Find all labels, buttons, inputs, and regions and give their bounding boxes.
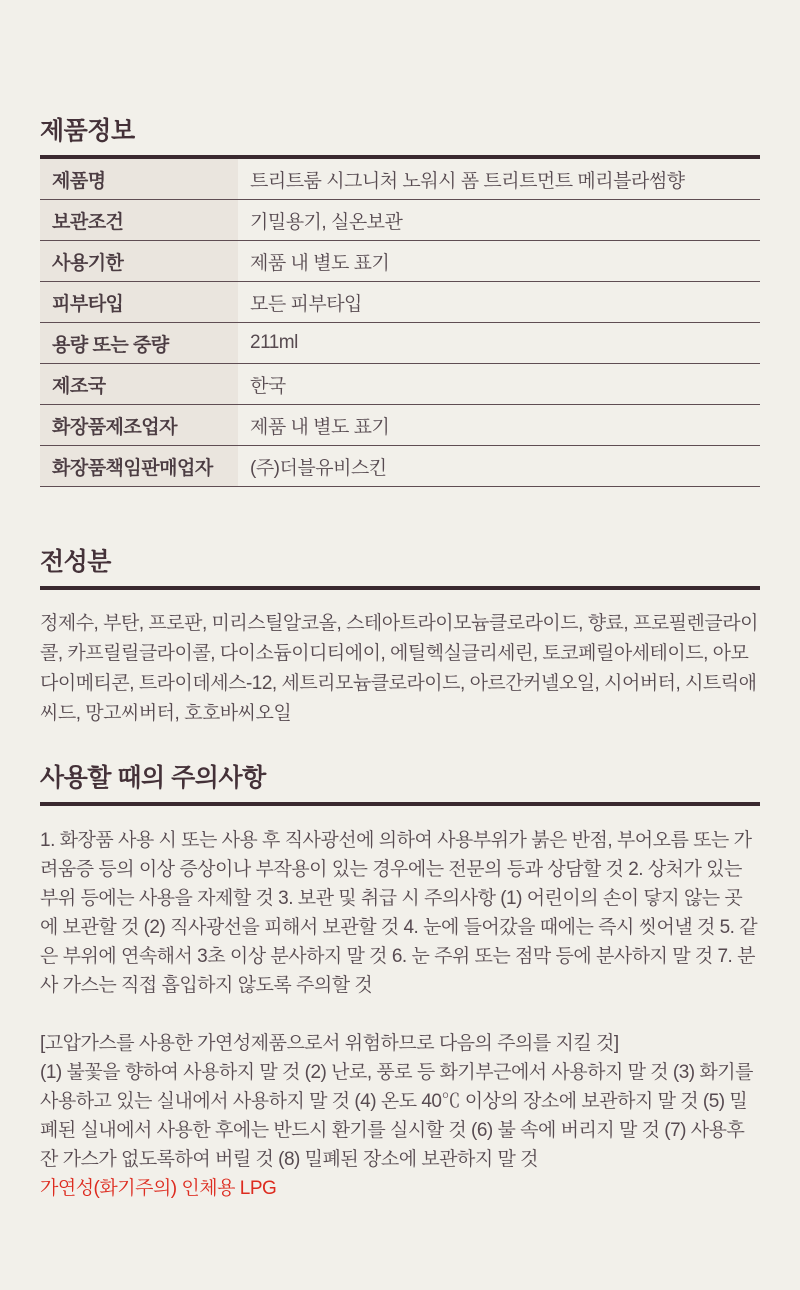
row-label: 제품명	[40, 159, 238, 199]
table-row-seller	[40, 446, 760, 486]
ingredients-title: 전성분	[40, 548, 111, 576]
row-label: 사용기한	[40, 241, 238, 281]
product-info-title: 제품정보	[40, 117, 135, 145]
row-value: 제품 내 별도 표기	[250, 416, 390, 438]
row-value: (주)더블유비스킨	[250, 457, 387, 479]
precautions-body	[40, 826, 760, 1203]
section-divider-rule	[40, 802, 760, 806]
row-label: 화장품제조업자	[40, 405, 238, 445]
table-row-storage	[40, 200, 760, 241]
precautions-section	[40, 765, 760, 1203]
high-pressure-gas-warning-heading: [고압가스를 사용한 가연성제품으로서 위험하므로 다음의 주의를 지킬 것]	[40, 1033, 619, 1054]
table-row-skin-type	[40, 282, 760, 323]
product-info-section	[40, 118, 760, 487]
row-label: 보관조건	[40, 200, 238, 240]
row-label: 피부타입	[40, 282, 238, 322]
table-row-manufacturer	[40, 405, 760, 446]
row-value: 211ml	[250, 332, 298, 353]
high-pressure-gas-warning-body: (1) 불꽃을 향하여 사용하지 말 것 (2) 난로, 풍로 등 화기부근에서 사용하지 말 것 (3) 화기를 사용하고 있는 실내에서 사용하지 말 것 (4) 온도 40℃ 이상의 장소에 보관하지 말 것 (5) 밀폐된 실내에서 사용한 후에는 반드시 환기를 실시할 것 (6) 불 속에 버리지 말 것 (7) 사용후 잔 가스가 없도록하여 버릴 것 (8) 밀폐된 장소에 보관하지 말 것	[40, 1062, 753, 1170]
ingredients-section	[40, 549, 760, 729]
row-value: 한국	[250, 375, 286, 397]
table-row-country	[40, 364, 760, 405]
precautions-title: 사용할 때의 주의사항	[40, 764, 266, 792]
row-value: 모든 피부타입	[250, 293, 362, 315]
row-label: 용량 또는 중량	[40, 323, 238, 363]
row-value: 기밀용기, 실온보관	[250, 211, 403, 233]
table-row-expiry	[40, 241, 760, 282]
precautions-paragraph: 1. 화장품 사용 시 또는 사용 후 직사광선에 의하여 사용부위가 붉은 반점, 부어오름 또는 가려움증 등의 이상 증상이나 부작용이 있는 경우에는 전문의 등과 상담할 것 2. 상처가 있는 부위 등에는 사용을 자제할 것 3. 보관 및 취급 시 주의사항 (1) 어린이의 손이 닿지 않는 곳에 보관할 것 (2) 직사광선을 피해서 보관할 것 4. 눈에 들어갔을 때에는 즉시 씻어낼 것 5. 같은 부위에 연속해서 3초 이상 분사하지 말 것 6. 눈 주위 또는 점막 등에 분사하지 말 것 7. 분사 가스는 직접 흡입하지 않도록 주의할 것	[40, 830, 758, 996]
product-info-table	[40, 155, 760, 487]
row-value: 제품 내 별도 표기	[250, 252, 390, 274]
table-row-product-name	[40, 159, 760, 200]
table-row-volume	[40, 323, 760, 364]
row-label: 제조국	[40, 364, 238, 404]
row-label: 화장품책임판매업자	[40, 446, 238, 486]
section-divider-rule	[40, 586, 760, 590]
ingredients-text: 정제수, 부탄, 프로판, 미리스틸알코올, 스테아트라이모늄클로라이드, 향료, 프로필렌글라이콜, 카프릴릴글라이콜, 다이소듐이디티에이, 에틸헥실글리세린, 토코페릴아세테이드, 아모다이메티콘, 트라이데세스-12, 세트리모늄클로라이드, 아르간커넬오일, 시어버터, 시트릭애씨드, 망고씨버터, 호호바씨오일	[40, 613, 758, 724]
row-value: 트리트룸 시그니처 노워시 폼 트리트먼트 메리블라썸향	[250, 170, 685, 192]
flammable-lpg-warning: 가연성(화기주의) 인체용 LPG	[40, 1178, 277, 1199]
